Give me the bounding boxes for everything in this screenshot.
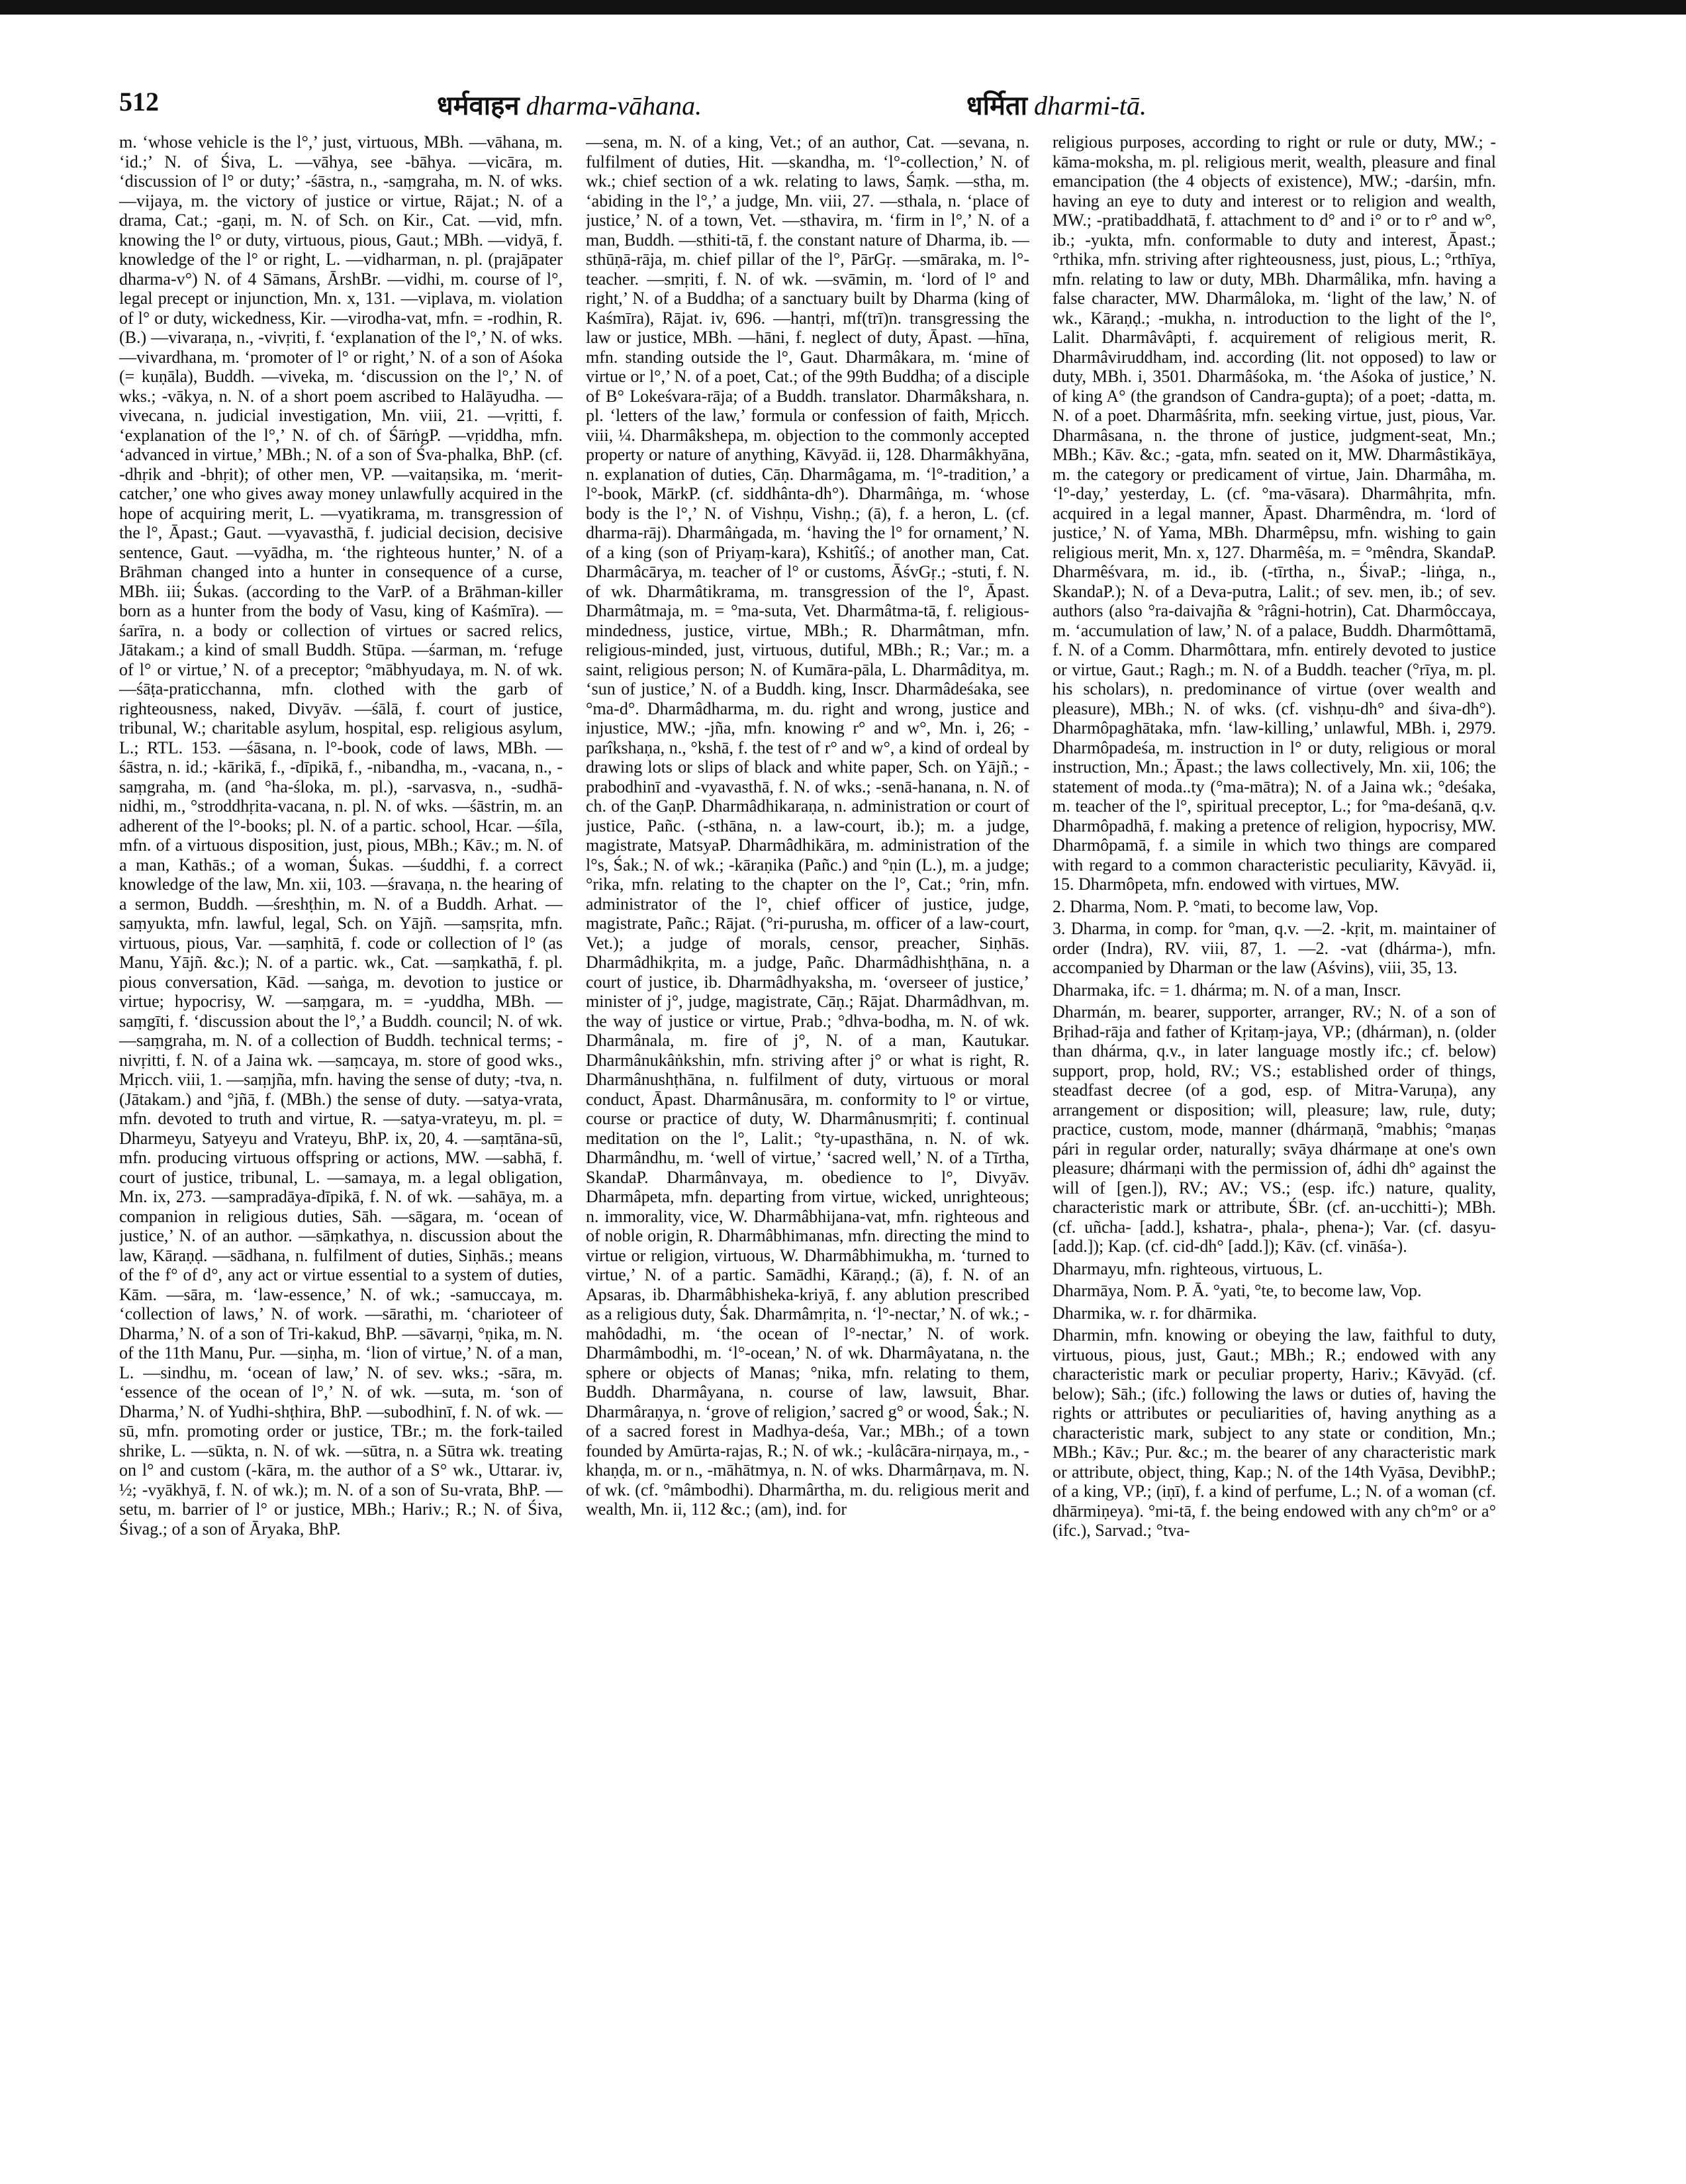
column-3-paragraph-3: 3. Dharma, in comp. for °man, q.v. —2. -kṛit, m. maintainer of order (Indra), RV. viii, 87, 1. —2. -vat (dhárma-), mfn. accompanied by Dharman or the law (Aśvins), viii, 35, 13. — [1053, 919, 1496, 977]
page-number: 512 — [119, 87, 159, 117]
running-head-right — [966, 86, 1147, 122]
running-head-left-roman: dharma-vāhana. — [526, 91, 702, 120]
running-head-left — [437, 86, 702, 122]
column-3-paragraph-5: Dharmán, m. bearer, supporter, arranger, RV.; N. of a son of Bṛihad-rāja and father of Kṛitaṃ-jaya, VP.; (dhárman), n. (older than dhárma, q.v., in later language mostly ifc.; cf. below) support, prop, hold, RV.; VS.; established order of things, steadfast decree (of a god, esp. of Mitra-Varuṇa), any arrangement or disposition; will, pleasure; law, rule, duty; practice, custom, mode, manner (dhármaṇā, °mabhis; °maṇas pári in regular order, naturally; svāya dhármaṇe at one's own pleasure; dhármaṇi with the permission of, ádhi dh° against the will of [gen.]), RV.; AV.; VS.; (esp. ifc.) nature, quality, characteristic mark or attribute, ŚBr. (cf. an-ucchitti-); MBh. (cf. uñcha- [add.], kshatra-, phala-, phena-); Var. (cf. dasyu- [add.]); Kap. (cf. cid-dh° [add.]); Kāv. (cf. vināśa-). — [1053, 1002, 1496, 1256]
column-2-paragraph-1: —sena, m. N. of a king, Vet.; of an author, Cat. —sevana, n. fulfilment of duties, Hit. —skandha, m. ‘l°-collection,’ N. of wk.; chief section of a wk. relating to laws, Śaṃk. —stha, m. ‘abiding in the l°,’ a judge, Mn. viii, 27. —sthala, n. ‘place of justice,’ N. of a town, Vet. —sthavira, m. ‘firm in l°,’ N. of a man, Buddh. —sthiti-tā, f. the constant nature of Dharma, ib. —sthūṇā-rāja, m. chief pillar of the l°, PārGṛ. —smāraka, m. l°-teacher. —smṛiti, f. N. of wk. —svāmin, m. ‘lord of l° and right,’ N. of a Buddha; of a sanctuary built by Dharma (king of Kaśmīra), Rājat. iv, 696. —hantṛi, mf(trī)n. transgressing the law or justice, MBh. —hāni, f. neglect of duty, Āpast. —hīna, mfn. standing outside the l°, Gaut. Dharmâkara, m. ‘mine of virtue or l°,’ N. of a poet, Cat.; of the 99th Buddha; of a disciple of B° Lokeśvara-rāja; of a Buddh. translator. Dharmâkshara, n. pl. ‘letters of the law,’ formula or confession of faith, Mṛicch. viii, ¼. Dharmâkshepa, m. objection to the commonly accepted property or nature of anything, Kāvyād. ii, 128. Dharmâkhyāna, n. explanation of duties, Cāṇ. Dharmâgama, m. ‘l°-tradition,’ a l°-book, MārkP. (cf. siddhânta-dh°). Dharmâṅga, m. ‘whose body is the l°,’ N. of Vishṇu, Vishṇ.; (ā), f. a heron, L. (cf. dharma-rāj). Dharmâṅgada, m. ‘having the l° for ornament,’ N. of a king (son of Priyaṃ-kara), Kshitîś.; of another man, Cat. Dharmâcārya, m. teacher of l° or customs, ĀśvGṛ.; -stuti, f. N. of wk. Dharmâtikrama, m. transgression of the l°, Āpast. Dharmâtmaja, m. = °ma-suta, Vet. Dharmâtma-tā, f. religious-mindedness, justice, virtue, MBh.; R. Dharmâtman, mfn. religious-minded, just, virtuous, dutiful, MBh.; R.; Var.; m. a saint, religious person; N. of Kumāra-pāla, L. Dharmâditya, m. ‘sun of justice,’ N. of a Buddh. king, Inscr. Dharmâdeśaka, see °ma-d°. Dharmâdharma, m. du. right and wrong, justice and injustice, MW.; -jña, mfn. knowing r° and w°, Mn. i, 26; -parîkshaṇa, n., °kshā, f. the test of r° and w°, a kind of ordeal by drawing lots or slips of black and white paper, Sch. on Yājñ.; -prabodhinī and -vyavasthā, f. N. of wks.; -senā-hanana, n. N. of ch. of the GaṇP. Dharmâdhikaraṇa, n. administration or court of justice, Pañc. (-sthāna, n. a law-court, ib.); m. a judge, magistrate, MatsyaP. Dharmâdhikāra, m. administration of the l°s, Śak.; N. of wk.; -kāraṇika (Pañc.) and °ṇin (L.), m. a judge; °rika, mfn. relating to the chapter on the l°, Cat.; °rin, mfn. administrator of the l°, chief officer of justice, judge, magistrate, Pañc.; Rājat. (°ri-purusha, m. officer of a law-court, Vet.); a judge of morals, censor, preacher, Siṇhās. Dharmâdhikṛita, m. a judge, Pañc. Dharmâdhishṭhāna, n. a court of justice, ib. Dharmâdhyaksha, m. ‘overseer of justice,’ minister of j°, judge, magistrate, Cāṇ.; Rājat. Dharmâdhvan, m. the way of justice or virtue, Prab.; °dhva-bodha, m. N. of wk. Dharmânala, m. fire of j°, N. of a man, Kautukar. Dharmânukâṅkshin, mfn. striving after j° or what is right, R. Dharmânushṭhāna, n. fulfilment of duty, virtuous or moral conduct, Āpast. Dharmânusāra, m. conformity to l° or virtue, course or practice of duty, W. Dharmânusmṛiti; f. continual meditation on the l°, Lalit.; °ty-upasthāna, n. N. of wk. Dharmândhu, m. ‘well of virtue,’ ‘sacred well,’ N. of a Tīrtha, SkandaP. Dharmânvaya, m. obedience to l°, Divyāv. Dharmâpeta, mfn. departing from virtue, wicked, unrighteous; n. immorality, vice, W. Dharmâbhijana-vat, mfn. righteous and of noble origin, R. Dharmâbhimanas, mfn. directing the mind to virtue or religion, virtuous, W. Dharmâbhimukha, m. ‘turned to virtue,’ N. of a partic. Samādhi, Kāraṇḍ.; (ā), f. N. of an Apsaras, ib. Dharmâbhisheka-kriyā, f. any ablution prescribed as a religious duty, Śak. Dharmâmṛita, n. ‘l°-nectar,’ N. of wk.; -mahôdadhi, m. ‘the ocean of l°-nectar,’ N. of work. Dharmâmbodhi, m. ‘l°-ocean,’ N. of wk. Dharmâyatana, n. the sphere or objects of Manas; °nika, mfn. relating to them, Buddh. Dharmâyana, n. course of law, lawsuit, Bhar. Dharmâraṇya, n. ‘grove of religion,’ sacred g° or wood, Śak.; N. of a sacred forest in Madhya-deśa, Var.; MBh.; of a town founded by Amūrta-rajas, R.; N. of wk.; -kulâcāra-nirṇaya, m., -khaṇḍa, m. or n., -māhātmya, n. N. of wks. Dharmârṇava, m. N. of wk. (cf. °mâmbodhi). Dharmârtha, m. du. religious merit and wealth, Mn. ii, 112 &c.; (am), ind. for — [586, 132, 1029, 1519]
running-head-right-roman: dharmi-tā. — [1034, 91, 1147, 120]
scan-top-border — [0, 0, 1686, 15]
running-head-left-devanagari: धर्मवाहन — [437, 91, 520, 121]
page-header — [119, 86, 1443, 126]
column-1-paragraph-1: m. ‘whose vehicle is the l°,’ just, virtuous, MBh. —vāhana, m. ‘id.;’ N. of Śiva, L. —vāhya, see -bāhya. —vicāra, m. ‘discussion of l° or duty;’ -śāstra, n., -saṃgraha, m. N. of wks. —vijaya, m. the victory of justice or virtue, Rājat.; N. of a drama, Cat.; -gaṇi, m. N. of Sch. on Kir., Cat. —vid, mfn. knowing the l° or duty, virtuous, pious, Gaut.; MBh. —vidyā, f. knowledge of the l° or right, L. —vidharman, n. pl. (prajāpater dharma-v°) N. of 4 Sāmans, ĀrshBr. —vidhi, m. course of l°, legal precept or injunction, Mn. x, 131. —viplava, m. violation of l° or duty, wickedness, Kir. —virodha-vat, mfn. = -rodhin, R. (B.) —vivaraṇa, n., -vivṛiti, f. ‘explanation of the l°,’ N. of wks. —vivardhana, m. ‘promoter of l° or right,’ N. of a son of Aśoka (= kuṇāla), Buddh. —viveka, m. ‘discussion on the l°,’ N. of wks.; -vākya, n. N. of a short poem ascribed to Halāyudha. —vivecana, n. judicial investigation, Mn. viii, 21. —vṛitti, f. ‘explanation of the l°,’ N. of ch. of ŚārṅgP. —vṛiddha, mfn. ‘advanced in virtue,’ MBh.; N. of a son of Śva-phalka, BhP. (cf. -dhṛik and -bhṛit); of other men, VP. —vaitaṇsika, m. ‘merit-catcher,’ one who gives away money unlawfully acquired in the hope of acquiring merit, L. —vyatikrama, m. transgression of the l°, Āpast.; Gaut. —vyavasthā, f. judicial decision, decisive sentence, Gaut. —vyādha, m. ‘the righteous hunter,’ N. of a Brāhman changed into a hunter in consequence of a curse, MBh. iii; Śukas. (according to the VarP. of a Brāhman-killer born as a hunter from the body of Vasu, king of Kaśmīra). —śarīra, n. a body or collection of virtues or sacred relics, Jātakam.; a kind of small Buddh. Stūpa. —śarman, m. ‘refuge of l° or virtue,’ N. of a preceptor; °mābhyudaya, m. N. of wk. —śāṭa-praticchanna, mfn. clothed with the garb of righteousness, naked, Divyāv. —śālā, f. court of justice, tribunal, W.; charitable asylum, hospital, esp. religious asylum, L.; RTL. 153. —śāsana, n. l°-book, code of laws, MBh. —śāstra, n. id.; -kārikā, f., -dīpikā, f., -nibandha, m., -vacana, n., -saṃgraha, m. (and °ha-śloka, m. pl.), -sarvasva, n., -sudhā-nidhi, m., °stroddhṛita-vacana, n. pl. N. of wks. —śāstrin, m. an adherent of the l°-books; pl. N. of a partic. school, Hcar. —śīla, mfn. of a virtuous disposition, just, pious, MBh.; Kāv.; m. N. of a man, Kathās.; of a woman, Śukas. —śuddhi, f. a correct knowledge of the law, Mn. xii, 103. —śravaṇa, n. the hearing of a sermon, Buddh. —śreshṭhin, m. N. of a Buddh. Arhat. —saṃyukta, mfn. lawful, legal, Sch. on Yājñ. —saṃsṛita, mfn. virtuous, pious, Var. —saṃhitā, f. code or collection of l° (as Manu, Yājñ. &c.); N. of a partic. wk., Cat. —saṃkathā, f. pl. pious conversation, Kād. —saṅga, m. devotion to justice or virtue; hypocrisy, W. —saṃgara, m. = -yuddha, MBh. —saṃgīti, f. ‘discussion about the l°,’ a Buddh. council; N. of wk. —saṃgraha, m. N. of a collection of Buddh. technical terms; -nivṛitti, f. N. of a Jaina wk. —saṃcaya, m. store of good wks., Mṛicch. viii, 1. —saṃjña, mfn. having the sense of duty; -tva, n. (Jātakam.) and °jñā, f. (MBh.) the sense of duty. —satya-vrata, mfn. devoted to truth and virtue, R. —satya-vrateyu, m. pl. = Dharmeyu, Satyeyu and Vrateyu, BhP. ix, 20, 4. —saṃtāna-sū, mfn. producing virtuous offspring or actions, MW. —sabhā, f. court of justice, tribunal, L. —samaya, m. a legal obligation, Mn. ix, 273. —sampradāya-dīpikā, f. N. of wk. —sahāya, m. a companion in religious duties, Sāh. —sāgara, m. ‘ocean of justice,’ N. of an author. —sāṃkathya, n. discussion about the law, Kāraṇḍ. —sādhana, n. fulfilment of duties, Siṇhās.; means of the f° of d°, any act or virtue essential to a system of duties, Kām. —sāra, m. ‘law-essence,’ N. of wk.; -samuccaya, m. ‘collection of laws,’ N. of work. —sārathi, m. ‘charioteer of Dharma,’ N. of a son of Tri-kakud, BhP. —sāvarṇi, °ṇika, m. N. of the 11th Manu, Pur. —siṇha, m. ‘lion of virtue,’ N. of a man, L. —sindhu, m. ‘ocean of law,’ N. of sev. wks.; -sāra, m. ‘essence of the ocean of l°,’ N. of wk. —suta, m. ‘son of Dharma,’ N. of Yudhi-shṭhira, BhP. —subodhinī, f. N. of wk. —sū, mfn. promoting order or justice, TBr.; m. the fork-tailed shrike, L. —sūkta, n. N. of wk. —sūtra, n. a Sūtra wk. treating on l° and custom (-kāra, m. the author of a S° wk., Uttarar. iv, ½; -vyākhyā, f. N. of wk.); m. N. of a son of Su-vrata, BhP. —setu, m. barrier of l° or justice, MBh.; Hariv.; R.; N. of Śiva, Śivag.; of a son of Āryaka, BhP. — [119, 132, 563, 1539]
column-3-paragraph-8: Dharmika, w. r. for dhārmika. — [1053, 1303, 1257, 1323]
column-3-paragraph-4: Dharmaka, ifc. = 1. dhárma; m. N. of a man, Inscr. — [1053, 980, 1401, 1000]
column-3-paragraph-9: Dharmin, mfn. knowing or obeying the law, faithful to duty, virtuous, pious, just, Gaut.; MBh.; R.; endowed with any characteristic mark or peculiar property, Hariv.; Kāvyād. (cf. below); Sāh.; (ifc.) following the laws or duties of, having the rights or attributes or peculiarities of, having anything as a characteristic mark, subject to any state or condition, Mn.; MBh.; Kāv.; Pur. &c.; m. the bearer of any characteristic mark or attribute, object, thing, Kap.; N. of the 14th Vyāsa, DevibhP.; of a king, VP.; (iṇī), f. a kind of perfume, L.; N. of a woman (cf. dhārmiṇeya). °mi-tā, f. the being endowed with any ch°m° or a° (ifc.), Sarvad.; °tva- — [1053, 1325, 1496, 1540]
column-3-paragraph-6: Dharmayu, mfn. righteous, virtuous, L. — [1053, 1258, 1323, 1278]
column-1 — [119, 132, 563, 2145]
column-3-paragraph-1: religious purposes, according to right or rule or duty, MW.; -kāma-moksha, m. pl. religious merit, wealth, pleasure and final emancipation (the 4 objects of existence), MW.; -darśin, mfn. having an eye to duty and interest or to religion and wealth, MW.; -pratibaddhatā, f. attachment to d° and i° or to r° and w°, ib.; -yukta, mfn. conformable to duty and interest, Āpast.; °rthika, mfn. striving after righteousness, just, pious, L.; °rthīya, mfn. relating to law or duty, MBh. Dharmâlika, mfn. having a false character, MW. Dharmâloka, m. ‘light of the law,’ N. of wk., Kāraṇḍ.; -mukha, n. introduction to the light of the l°, Lalit. Dharmâvâpti, f. acquirement of religious merit, R. Dharmâviruddham, ind. according (lit. not opposed) to law or duty, MBh. i, 3501. Dharmâśoka, m. ‘the Aśoka of justice,’ N. of king A° (the grandson of Candra-gupta); of a poet; -datta, m. N. of a poet. Dharmâśrita, mfn. seeking virtue, just, pious, Var. Dharmâsana, n. the throne of justice, judgment-seat, Mn.; MBh.; Kāv. &c.; -gata, mfn. seated on it, MW. Dharmâstikāya, m. the category or predicament of virtue, Jain. Dharmâha, m. ‘l°-day,’ yesterday, L. (cf. °ma-vāsara). Dharmâhṛita, mfn. acquired in a legal manner, Āpast. Dharmêndra, m. ‘lord of justice,’ N. of Yama, MBh. Dharmêpsu, mfn. wishing to gain religious merit, Mn. x, 127. Dharmêśa, m. = °mêndra, SkandaP. Dharmêśvara, m. id., ib. (-tīrtha, n., ŚivaP.; -liṅga, n., SkandaP.); N. of a Deva-putra, Lalit.; of sev. men, ib.; of sev. authors (also °ra-daivajña & °râgni-hotrin), Cat. Dharmôccaya, m. ‘accumulation of law,’ N. of a palace, Buddh. Dharmôttamā, f. N. of a Comm. Dharmôttara, mfn. entirely devoted to justice or virtue, Gaut.; Ragh.; m. N. of a Buddh. teacher (°rīya, m. pl. his scholars), n. predominance of virtue (over wealth and pleasure), MBh.; N. of wks. (cf. vishṇu-dh° and śiva-dh°). Dharmôpaghātaka, mfn. ‘law-killing,’ unlawful, MBh. i, 2979. Dharmôpadeśa, m. instruction in l° or duty, religious or moral instruction, Mn.; Āpast.; the laws collectively, Mn. xii, 106; the statement of moda..ty (°ma-mātra); N. of a Jaina wk.; °deśaka, m. teacher of the l°, spiritual preceptor, L.; for °ma-deśanā, q.v. Dharmôpadhā, f. making a pretence of religion, hypocrisy, MW. Dharmôpamā, f. a simile in which two things are compared with regard to a common characteristic peculiarity, Kāvyād. ii, 15. Dharmôpeta, mfn. endowed with virtues, MW. — [1053, 132, 1496, 894]
column-3-paragraph-2: 2. Dharma, Nom. P. °mati, to become law, Vop. — [1053, 896, 1379, 916]
running-head-right-devanagari: धर्मिता — [966, 91, 1028, 121]
column-2 — [586, 132, 1029, 2145]
column-3-paragraph-7: Dharmāya, Nom. P. Ā. °yati, °te, to become law, Vop. — [1053, 1281, 1422, 1300]
column-3 — [1053, 132, 1496, 2145]
